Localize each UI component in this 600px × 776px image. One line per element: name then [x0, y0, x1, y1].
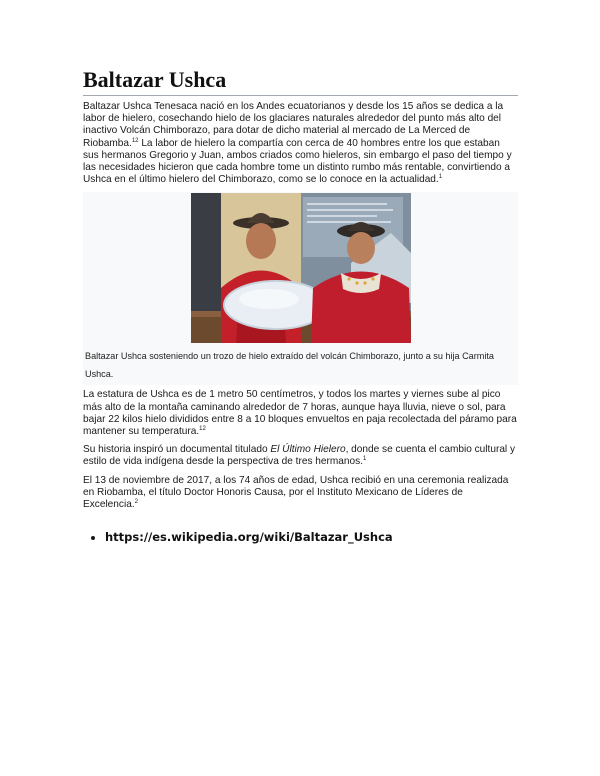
documentary-title: El Último Hielero	[270, 444, 346, 456]
paragraph-documentary-text-cont: , donde se cuenta el cambio cultural y estilo de vida indígena desde la perspectiva de tres hermanos.	[83, 444, 516, 468]
reference-mark[interactable]: 2	[134, 499, 138, 506]
paragraph-intro	[83, 101, 518, 186]
paragraph-documentary	[83, 444, 518, 468]
reference-mark[interactable]: 1	[363, 456, 367, 463]
article	[83, 66, 518, 545]
paragraph-stature-text: La estatura de Ushca es de 1 metro 50 centímetros, y todos los martes y viernes sube al pico más alto de la montaña caminando alrededor de 7 horas, aunque haya lluvia, nieve o sol, para bajar 22 kilos hielo divididos entre 8 a 10 bloques envueltos en paja recolectada del páramo para mantener su temperatura.	[83, 389, 517, 438]
reference-mark[interactable]: 12	[199, 426, 206, 433]
paragraph-intro-text: Baltazar Ushca Tenesaca nació en los Andes ecuatorianos y desde los 15 años se dedica a la labor de hielero, cosechando hielo de los glaciares naturales alrededor del punto más alto del inactivo Volcán Chimborazo, para dotar de dicho material al mercado de La Merced de Riobamba.	[83, 101, 504, 149]
reference-mark[interactable]: 1	[438, 174, 443, 181]
paragraph-documentary-text: Su historia inspiró un documental titulado	[83, 444, 271, 456]
photo-container	[83, 192, 518, 343]
paragraph-honoris	[83, 475, 518, 512]
photo-ushca-with-ice	[191, 193, 411, 343]
page-title: Baltazar Ushca	[83, 66, 518, 96]
list-item	[105, 529, 518, 545]
paragraph-stature	[83, 389, 518, 438]
source-link[interactable]: https://es.wikipedia.org/wiki/Baltazar_Ushca	[105, 530, 393, 545]
paragraph-intro-text-cont: La labor de hielero la compartía con cerca de 40 hombres entre los que estaban sus hermanos Gregorio y Juan, ambos criados como hieleros, sin embargo el paso del tiempo y las necesidades hicieron que cada hombre tome un distinto rumbo más rentable, convirtiendo a Ushca en el último hielero del Chimborazo, como se lo conoce en la actualidad.	[83, 137, 512, 186]
figure	[83, 192, 518, 385]
source-list	[83, 529, 518, 545]
paragraph-honoris-text: El 13 de noviembre de 2017, a los 74 años de edad, Ushca recibió en una ceremonia realizada en Riobamba, el título Doctor Honoris Causa, por el Instituto Mexicano de Líderes de Excelencia.	[83, 474, 509, 511]
reference-mark[interactable]: 12	[131, 137, 139, 144]
figure-caption: Baltazar Ushca sosteniendo un trozo de hielo extraído del volcán Chimborazo, junto a su hija Carmita Ushca.	[85, 351, 494, 380]
